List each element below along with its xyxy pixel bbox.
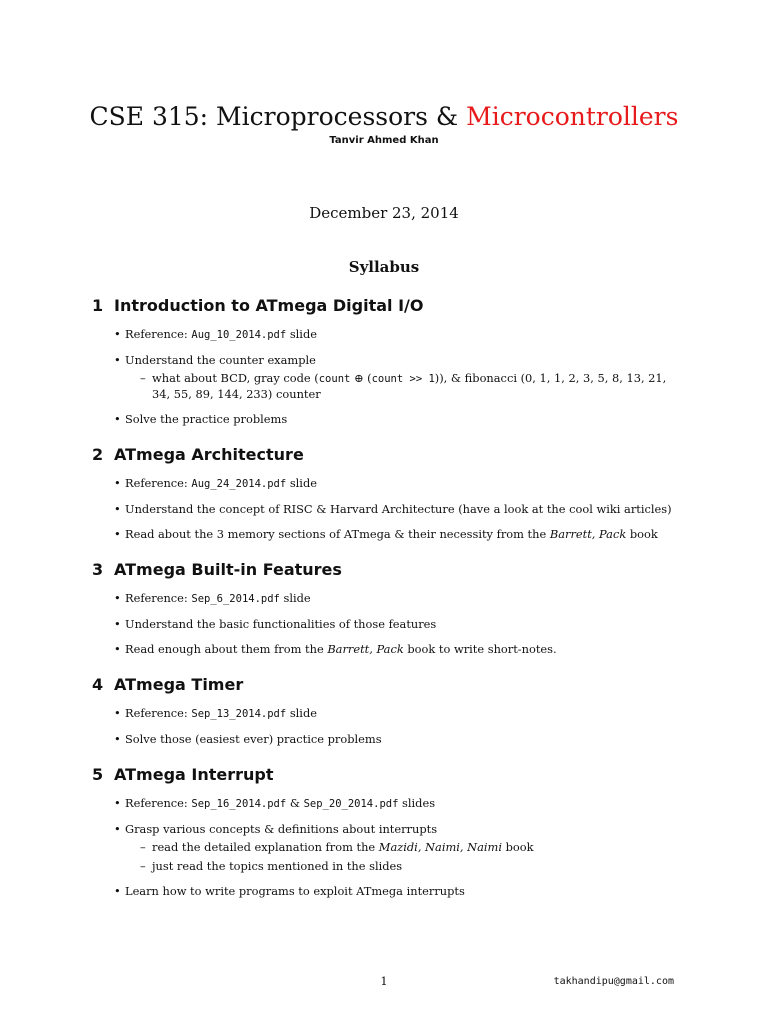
sub-list-item (92, 840, 672, 855)
section-heading (92, 764, 692, 786)
item-text: Solve the practice problems (125, 412, 288, 426)
list-item (92, 642, 692, 657)
sub-list-item (92, 859, 672, 874)
section-number: 4 (92, 675, 104, 694)
item-text: read the detailed explanation from the (152, 840, 379, 854)
document-date: December 23, 2014 (309, 204, 459, 222)
title-main: CSE 315: Microprocessors & (89, 102, 467, 131)
list-item (92, 476, 692, 492)
section-number: 5 (92, 765, 104, 784)
item-text: slide (279, 591, 311, 605)
section-heading (92, 674, 692, 696)
code-text: count >> 1 (371, 373, 435, 385)
file-name: Aug_24_2014.pdf (191, 478, 287, 490)
document-title (0, 101, 768, 133)
section-heading (92, 444, 692, 466)
book-author: Mazidi, Naimi, Naimi (378, 840, 502, 854)
title-accent: Microcontrollers (466, 102, 679, 131)
item-text: slide (286, 476, 317, 490)
sub-list (92, 371, 692, 402)
list-item (92, 732, 692, 747)
item-text: slide (286, 706, 317, 720)
list-item (92, 327, 692, 343)
item-text: Understand the basic functionalities of those features (125, 617, 437, 631)
item-list (92, 796, 692, 899)
item-list (92, 591, 692, 657)
section-2 (92, 444, 692, 542)
syllabus-heading: Syllabus (348, 258, 420, 276)
file-name: Sep_13_2014.pdf (191, 708, 287, 720)
file-name: Aug_10_2014.pdf (191, 329, 287, 341)
list-item (92, 706, 692, 722)
item-text: Reference: (125, 476, 192, 490)
list-item (92, 822, 692, 874)
author-email: takhandipu@gmail.com (553, 976, 674, 987)
book-author: Barrett, Pack (549, 527, 627, 541)
item-text: )), & fibonacci (0, 1, 1, 2, 3, 5, 8, 13, 21, 34, 55, 89, 144, 233) counter (152, 371, 667, 401)
list-item (92, 617, 692, 632)
section-heading (92, 295, 692, 317)
item-text: book to write short-notes. (403, 642, 557, 656)
section-title: ATmega Interrupt (114, 765, 274, 784)
section-4 (92, 674, 692, 747)
item-list (92, 706, 692, 747)
sub-list-item (92, 371, 672, 402)
list-item (92, 796, 692, 812)
section-3 (92, 559, 692, 657)
author-name: Tanvir Ahmed Khan (329, 135, 439, 146)
item-text: Reference: (125, 706, 192, 720)
item-text: just read the topics mentioned in the slides (152, 859, 403, 873)
item-text: Learn how to write programs to exploit ATmega interrupts (125, 884, 465, 898)
item-text: book (502, 840, 534, 854)
book-author: Barrett, Pack (327, 642, 404, 656)
code-text: count (318, 373, 351, 385)
section-heading (92, 559, 692, 581)
list-item (92, 353, 692, 402)
item-list (92, 476, 692, 542)
section-5 (92, 764, 692, 899)
list-item (92, 591, 692, 607)
file-name: Sep_16_2014.pdf (191, 798, 287, 810)
list-item (92, 502, 692, 517)
item-text: Reference: (125, 796, 192, 810)
item-text: Read about the 3 memory sections of ATmega & their necessity from the (125, 527, 550, 541)
item-text: Understand the counter example (125, 353, 316, 367)
item-text: & (286, 796, 304, 810)
sub-list (92, 840, 692, 874)
item-text: Reference: (125, 327, 192, 341)
item-text: slides (398, 796, 436, 810)
section-number: 1 (92, 296, 104, 315)
item-text: Reference: (125, 591, 192, 605)
page-number: 1 (380, 974, 388, 988)
file-name: Sep_20_2014.pdf (303, 798, 399, 810)
section-title: ATmega Built-in Features (114, 560, 342, 579)
list-item (92, 527, 692, 542)
item-list (92, 327, 692, 427)
item-text: Understand the concept of RISC & Harvard Architecture (have a look at the cool wiki articles) (125, 502, 672, 516)
section-title: ATmega Timer (114, 675, 244, 694)
item-text: book (626, 527, 658, 541)
item-text: ⊕ ( (350, 371, 372, 385)
section-title: ATmega Architecture (114, 445, 304, 464)
file-name: Sep_6_2014.pdf (191, 593, 280, 605)
item-text: Grasp various concepts & definitions about interrupts (125, 822, 438, 836)
item-text: slide (286, 327, 317, 341)
section-number: 2 (92, 445, 104, 464)
item-text: what about BCD, gray code ( (152, 371, 319, 385)
item-text: Solve those (easiest ever) practice problems (125, 732, 382, 746)
item-text: Read enough about them from the (125, 642, 328, 656)
section-number: 3 (92, 560, 104, 579)
list-item (92, 412, 692, 427)
section-title: Introduction to ATmega Digital I/O (114, 296, 424, 315)
section-1 (92, 295, 692, 427)
list-item (92, 884, 692, 899)
